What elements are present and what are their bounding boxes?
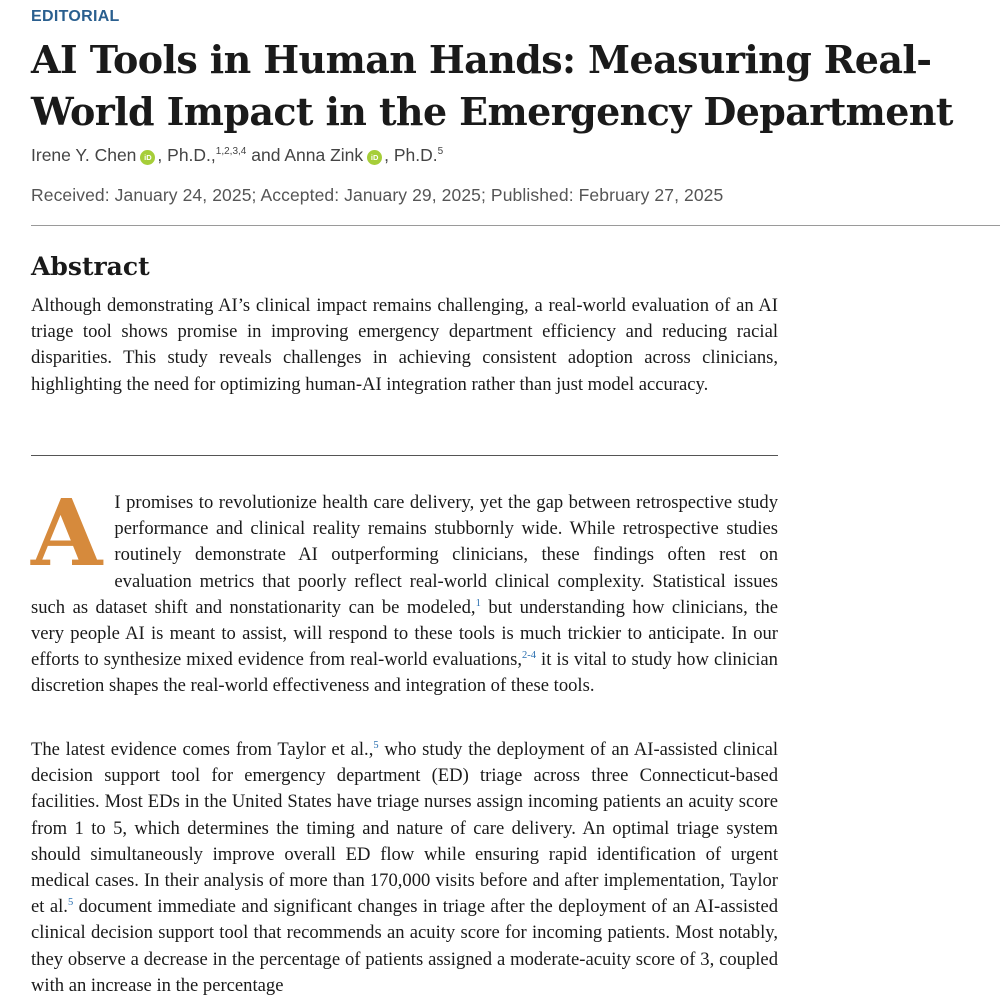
abstract-text: Although demonstrating AI’s clinical impact remains challenging, a real-world evaluation of an AI triage tool shows promise in improving emergency department efficiency and reducing racial disparities. This study reveals challenges in achieving consistent adoption across clinicians, highlighting the need for optimizing human-AI integration rather than just model accuracy.: [31, 295, 778, 395]
section-label: EDITORIAL: [31, 8, 120, 25]
affiliation-superscript: 5: [437, 146, 444, 157]
author-conjunction: and: [246, 145, 285, 165]
author-name-zink[interactable]: Anna Zink: [284, 145, 364, 165]
author-degree: , Ph.D.,: [157, 145, 216, 165]
reference-link[interactable]: 5: [373, 740, 379, 751]
paragraph-text: it is vital to study how clinician discretion shapes the real-world effectiveness and integration of these tools.: [31, 649, 778, 697]
reference-link[interactable]: 1: [475, 597, 481, 609]
article-title: AI Tools in Human Hands: Measuring Real-World Impact in the Emergency Department: [31, 37, 953, 134]
publication-dates: Received: January 24, 2025; Accepted: January 29, 2025; Published: February 27, 2025: [31, 185, 724, 205]
affiliation-superscript: 1,2,3,4: [215, 146, 247, 157]
paragraph-text: but understanding how clinicians, the very people AI is meant to assist, will respond to these tools is much trickier to anticipate. In our efforts to synthesize mixed evidence from real-world evaluations,: [31, 596, 779, 671]
paragraph-text: The latest evidence comes from Taylor et al.,: [31, 739, 374, 760]
drop-cap: A: [31, 479, 103, 587]
author-name-chen[interactable]: Irene Y. Chen: [31, 145, 137, 165]
paragraph-text: who study the deployment of an AI-assisted clinical decision support tool for emergency department (ED) triage across three Connecticut-based facilities. Most EDs in the United States have triage nurses assign incoming patients an acuity score from 1 to 5, which determines the timing and nature of care delivery. An optimal triage system should simultaneously improve overall ED flow while ensuring rapid identification of urgent medical cases. In their analysis of more than 170,000 visits before and after implementation, Taylor et al.: [31, 739, 778, 918]
abstract-heading: Abstract: [31, 252, 150, 281]
body-paragraph-1: [31, 479, 779, 700]
author-line: [31, 145, 443, 166]
orcid-icon[interactable]: iD: [367, 150, 382, 165]
body-paragraph-2: [31, 737, 778, 999]
author-degree: , Ph.D.: [384, 145, 438, 165]
abstract-divider: [31, 455, 778, 456]
paragraph-text: I promises to revolutionize health care delivery, yet the gap between retrospective study performance and clinical reality remains stubbornly wide. While retrospective studies routinely demonstrate AI outperforming clinicians, these findings often rest on evaluation metrics that poorly reflect real-world clinical complexity. Statistical issues such as dataset shift and nonstationarity can be modeled,: [31, 492, 778, 618]
paragraph-text: document immediate and significant changes in triage after the deployment of an AI-assisted clinical decision support tool that recommends an acuity score for incoming patients. Most notably, they observe a decrease in the percentage of patients assigned a moderate-acuity score of 3, coupled with an increase in the percentage: [31, 896, 778, 996]
orcid-icon[interactable]: iD: [140, 150, 155, 165]
reference-link[interactable]: 2-4: [521, 650, 536, 662]
header-divider: [31, 225, 1000, 226]
reference-link[interactable]: 5: [67, 897, 74, 909]
